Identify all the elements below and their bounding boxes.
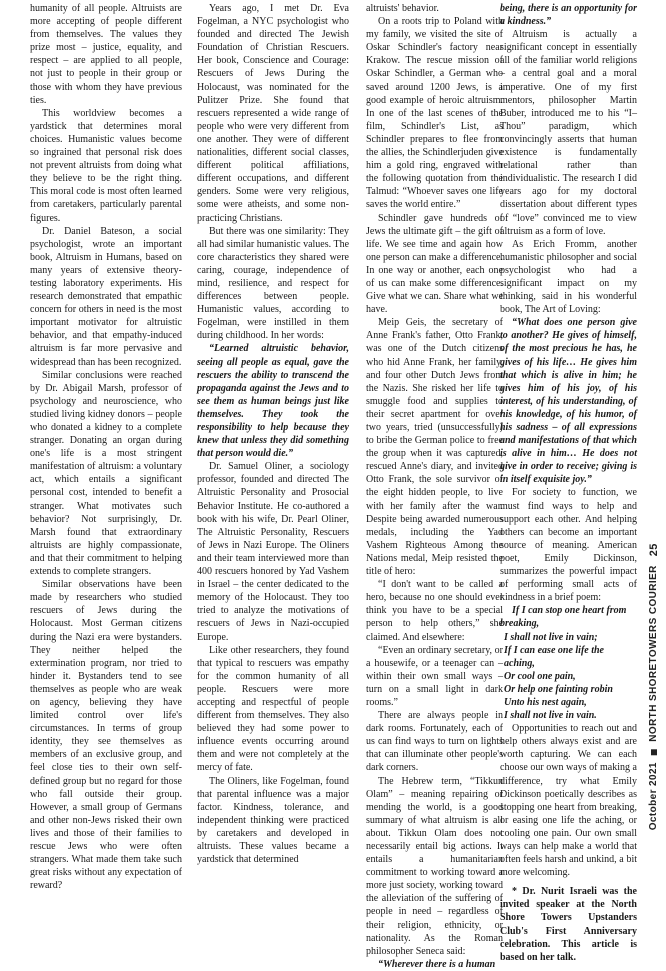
paragraph: “What does one person give to another? He gives of himself, of the most precious he has, he gives of his life… He gives him that which is alive in him; he gives him of his joy, of his interest, of his understanding, of his knowledge, of his humor, of his sadness – of all expressions and manifestations of that which is alive in him… He does not give in order to receive; giving is in itself exquisite joy.”: [500, 317, 637, 486]
paragraph: Similar observations have been made by researchers who studied rescuers of Jews during the Holocaust. Most German citizens during the Nazi era were bystanders. They neither helped the extermination program, nor tried to hinder it. Bystanders tend to see themselves as people who are weak on agency, believing they have limited control over life's circumstances. In terms of group identity, they see themselves as members of an exclusive group, and feel close ties to their own self-defined group but no regard for those who fall outside their group. However, a small group of Germans and other non-Jews risked their own lives and those of their families to rescue Jews who were often strangers. What made them take such great risks without any expectation of reward?: [30, 579, 182, 892]
paragraph: If I can ease one life the aching,: [504, 644, 604, 669]
paragraph: The Hebrew term, “Tikkun Olam” – meaning repairing or mending the world, is a good summary of what altruism is all about. Tikkun Olam does not necessarily entail big actions. It entails a humanitarian commitment to working toward a more just society, working toward the alleviation of the suffering of people in need – regardless of their religion, ethnicity, or nationality. As the Roman philosopher Seneca said:: [366, 775, 503, 957]
article-column-4: [500, 2, 637, 963]
page-number: 25: [648, 542, 660, 556]
paragraph: Similar conclusions were reached by Dr. Abigail Marsh, professor of psychology and neuroscience, who studied living kidney donors – people who donated a kidney to a complete stranger. Donating an organ during one's life is a most stringent manifestation of altruism: a voluntary act, which entails a significant personal cost, intended to benefit a stranger. What motivates such behavior? Not surprisingly, Dr. Marsh found that extraordinary altruists are highly compassionate, and that their commitment to helping extends to complete strangers.: [30, 369, 182, 578]
paragraph: Schindler gave hundreds of Jews the ultimate gift – the gift of life. We see time and again how one person can make a difference. In one way or another, each one of us can make some difference. Give what we can. Share what we have.: [366, 212, 503, 316]
page-footer-vertical: [648, 543, 660, 830]
paragraph: If I can stop one heart from breaking,: [500, 605, 627, 630]
paragraph: On a roots trip to Poland with my family, we visited the site of Oskar Schindler's factory near Krakow. The rescue mission of Oskar Schindler, a German who saved around 1200 Jews, is a good example of heroic altruism. In one of the last scenes of the film, Schindler's List, as Schindler prepares to flee from the allies, the Schindlerjuden give him a gold ring, engraved with the following quotation from the Talmud: “Whoever saves one life saves the world entire.”: [366, 16, 503, 211]
paragraph: The Oliners, like Fogelman, found that parental influence was a major factor. Kindness, tolerance, and independent thinking were practiced by caretakers and developed in altruists. These values became a yardstick that determined: [197, 775, 349, 866]
separator-square: [651, 749, 657, 755]
paragraph: I shall not live in vain.: [504, 710, 597, 722]
paragraph: Or help one fainting robin: [504, 683, 613, 695]
paragraph: But there was one similarity: They all had similar humanistic values. The core characteristics they shared were caring, courage, independence of mind, resilience, and respect for differences between people. Humanistic values, according to Fogelman, were instilled in them during childhood. In her words:: [197, 225, 350, 342]
paragraph: “Wherever there is a human: [378, 958, 496, 970]
paragraph: altruists' behavior.: [366, 3, 439, 14]
article-column-3: [366, 2, 503, 970]
paragraph: humanity of all people. Altruists are more accepting of people different from themselves. The values they prize most – justice, equality, and respect – are applied to all people, not just to people in their group or those with whom they have previous ties.: [30, 3, 182, 106]
paragraph: I shall not live in vain;: [504, 631, 598, 643]
paragraph: Dr. Daniel Bateson, a social psychologist, wrote an important book, Altruism in Humans, based on many years of extensive theory-testing laboratory experiments. His research demonstrated that empathic concern for others in need is the most important motivator for altruistic behavior, and that empathy-induced altruism is far more pervasive and widespread than has been recognized.: [30, 225, 182, 368]
paragraph: “Learned altruistic behavior, seeing all people as equal, gave the rescuers the ability to transcend the propaganda against the Jews and to see them as human beings just like themselves. They took the responsibility to help because they knew that unless they did something that person would die.”: [197, 343, 349, 460]
paragraph: Opportunities to reach out and help others always exist and are worth capturing. We can each choose our own ways of making a difference, try what Emily Dickinson poetically describes as stopping one heart from breaking, or easing one life the aching, or cooling one pain. Our own small ways can help make a world that often feels harsh and unkind, a bit more welcoming.: [500, 723, 637, 879]
paragraph: being, there is an opportunity for a kindness.”: [500, 3, 637, 28]
paragraph: There are always people in dark rooms. Fortunately, each of us can find ways to turn on lights that can illuminate other people's dark corners.: [366, 710, 503, 774]
paragraph: Or cool one pain,: [504, 670, 576, 682]
article-column-1: [30, 2, 182, 892]
paragraph: Years ago, I met Dr. Eva Fogelman, a NYC psychologist who founded and directed The Jewish Foundation of Christian Rescuers. Her book, Conscience and Courage: Rescuers of Jews During the Holocaust, was nominated for the Pulitzer Prize. She found that rescuers represented a wide range of people who were very different from one another. They were of different nationalities, different social classes, different political affiliations, different occupations, and different genders. Some were very religious, some were atheists, and some non-practicing Christians.: [197, 3, 349, 224]
issue-date: October 2021: [648, 761, 659, 830]
paragraph: Unto his nest again,: [504, 696, 587, 708]
paragraph: “Even an ordinary secretary, or a housewife, or a teenager can – within their own small ways – turn on a small light in dark rooms.”: [366, 644, 503, 708]
paragraph: * Dr. Nurit Israeli was the invited speaker at the North Shore Towers Upstanders Club's First Anniversary celebration. This article is based on her talk.: [500, 886, 637, 963]
paragraph: Altruism is actually a significant concept in essentially all of the familiar world religions – a central goal and a moral imperative. One of my first mentors, philosopher Martin Buber, introduced me to his “I–Thou” paradigm, which convincingly asserts that human existence is fundamentally relational rather than individualistic. The research I did years ago for my doctoral dissertation about different types of “love” convinced me to view altruism as a form of love.: [500, 29, 637, 237]
article-column-2: [197, 2, 350, 866]
paragraph: “I don't want to be called a hero, because no one should ever think you have to be a special person to help others,” she claimed. And elsewhere:: [366, 579, 503, 643]
publication-name: NORTH SHORETOWERS COURIER: [648, 564, 659, 742]
paragraph: Like other researchers, they found that typical to rescuers was empathy for the common humanity of all people. Rescuers were more accepting and respectful of people different from themselves. They also believed they had some power to influence events occurring around them and were not completely at the mercy of fate.: [197, 644, 349, 774]
paragraph: As Erich Fromm, another humanistic philosopher and social psychologist who had a significant impact on my thinking, said in his wonderful book, The Art of Loving:: [500, 238, 637, 316]
paragraph: Meip Geis, the secretary of Anne Frank's father, Otto Frank, was one of the Dutch citizens who hid Anne Frank, her family, and four other Dutch Jews from the Nazis. She risked her life to smuggle food and supplies to their secret apartment for over two years, tried (unsuccessfully) to bribe the German police to free the group when it was captured, rescued Anne's diary, and invited Otto Frank, the sole survivor of the eight hidden people, to live with her family after the war. Despite being awarded numerous medals, including the Yad Vashem Righteous Among the Nations medal, Meip resisted the title of hero:: [366, 317, 503, 578]
paragraph: This worldview becomes a yardstick that determines moral choices. Humanistic values become so ingrained that personal risk does not prevent altruists from doing what they believe to be the right thing. This moral code is most often learned from caretakers, particularly parental figures.: [30, 107, 182, 224]
paragraph: For society to function, we must find ways to help and support each other. And helping others can become an important source of meaning. American poet, Emily Dickinson, summarizes the powerful impact of performing small acts of kindness in a brief poem:: [500, 487, 637, 604]
paragraph: Dr. Samuel Oliner, a sociology professor, founded and directed The Altruistic Personality and Prosocial Behavior Institute. He co-authored a book with his wife, Dr. Pearl Oliner, The Altruistic Personality, Rescuers of Jews in Nazi Europe. The Oliners and their team interviewed more than 400 rescuers honored by Yad Vashem in Israel – the center dedicated to the memory of the Holocaust. They too tried to analyze the motivations of rescuers of Jews in Nazi-occupied Europe.: [197, 461, 349, 643]
